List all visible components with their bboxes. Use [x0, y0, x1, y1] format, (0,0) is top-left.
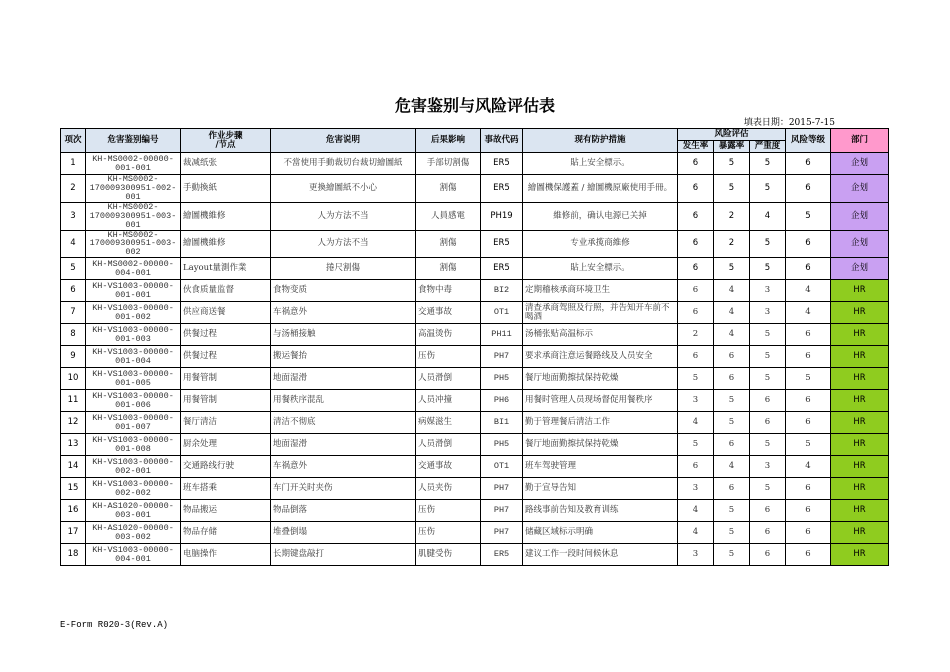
- row-level: 6: [786, 175, 831, 203]
- row-hazard: 车祸意外: [271, 456, 416, 478]
- row-level: 4: [786, 456, 831, 478]
- row-code: OT1: [481, 302, 523, 324]
- row-measure: 专业承揽商維修: [523, 230, 678, 258]
- row-level: 6: [786, 324, 831, 346]
- row-no: 6: [61, 280, 86, 302]
- row-sev: 5: [750, 153, 786, 175]
- row-expo: 5: [714, 544, 750, 566]
- row-level: 6: [786, 258, 831, 280]
- row-dept: HR: [831, 302, 889, 324]
- row-effect: 交通事故: [416, 302, 481, 324]
- row-step: 物品搬运: [181, 500, 271, 522]
- row-step: 用餐管制: [181, 390, 271, 412]
- row-hazard: 长期键盘敲打: [271, 544, 416, 566]
- row-effect: 割傷: [416, 175, 481, 203]
- row-hazard: 不當使用手動裁切台裁切繪圖紙: [271, 153, 416, 175]
- row-dept: HR: [831, 368, 889, 390]
- row-id: KH-MS0002-170009300951-002-001: [86, 175, 181, 203]
- row-id: KH-VS1003-00000-001-002: [86, 302, 181, 324]
- row-prob: 6: [678, 230, 714, 258]
- header-step: 作业步骤 /节点: [181, 129, 271, 153]
- row-measure: 勤于管理餐后清洁工作: [523, 412, 678, 434]
- row-code: PH5: [481, 368, 523, 390]
- row-prob: 3: [678, 544, 714, 566]
- row-level: 5: [786, 434, 831, 456]
- table-row: [61, 544, 889, 566]
- row-step: 伙食质量监督: [181, 280, 271, 302]
- row-code: PH6: [481, 390, 523, 412]
- row-hazard: 堆叠倒塌: [271, 522, 416, 544]
- row-expo: 6: [714, 478, 750, 500]
- row-sev: 5: [750, 230, 786, 258]
- table-row: [61, 390, 889, 412]
- row-id: KH-MS0002-00000-001-001: [86, 153, 181, 175]
- row-level: 6: [786, 346, 831, 368]
- table-row: [61, 153, 889, 175]
- row-step: 餐厅清洁: [181, 412, 271, 434]
- row-effect: 食物中毒: [416, 280, 481, 302]
- row-id: KH-VS1003-00000-004-001: [86, 544, 181, 566]
- row-level: 6: [786, 390, 831, 412]
- row-expo: 5: [714, 390, 750, 412]
- row-level: 6: [786, 230, 831, 258]
- row-effect: 病媒滋生: [416, 412, 481, 434]
- row-no: 5: [61, 258, 86, 280]
- row-code: ER5: [481, 153, 523, 175]
- row-dept: HR: [831, 456, 889, 478]
- row-id: KH-MS0002-170009300951-003-002: [86, 230, 181, 258]
- row-measure: 储藏区域标示明确: [523, 522, 678, 544]
- row-id: KH-VS1003-00000-001-006: [86, 390, 181, 412]
- row-sev: 5: [750, 258, 786, 280]
- row-level: 6: [786, 153, 831, 175]
- row-level: 4: [786, 302, 831, 324]
- row-sev: 3: [750, 456, 786, 478]
- row-dept: HR: [831, 412, 889, 434]
- row-dept: 企划: [831, 258, 889, 280]
- row-id: KH-VS1003-00000-001-003: [86, 324, 181, 346]
- row-code: BI2: [481, 280, 523, 302]
- row-effect: 割傷: [416, 258, 481, 280]
- risk-assessment-table: [60, 128, 889, 566]
- row-code: ER5: [481, 175, 523, 203]
- row-dept: HR: [831, 522, 889, 544]
- row-dept: HR: [831, 324, 889, 346]
- row-sev: 5: [750, 346, 786, 368]
- table-row: [61, 412, 889, 434]
- row-id: KH-VS1003-00000-001-005: [86, 368, 181, 390]
- row-code: OT1: [481, 456, 523, 478]
- row-measure: 繪圖機保護蓋 / 繪圖機原廠使用手冊。: [523, 175, 678, 203]
- row-sev: 5: [750, 324, 786, 346]
- row-code: PH7: [481, 478, 523, 500]
- row-step: 用餐管制: [181, 368, 271, 390]
- row-hazard: 车门开关时夹伤: [271, 478, 416, 500]
- row-dept: 企划: [831, 175, 889, 203]
- row-step: 繪圖機維修: [181, 202, 271, 230]
- table-row: [61, 280, 889, 302]
- header-effect: 后果影响: [416, 129, 481, 153]
- row-id: KH-VS1003-00000-002-002: [86, 478, 181, 500]
- row-dept: 企划: [831, 230, 889, 258]
- row-level: 5: [786, 368, 831, 390]
- row-step: Layout量測作業: [181, 258, 271, 280]
- row-no: 14: [61, 456, 86, 478]
- fill-date: 填表日期：2015-7-15: [743, 118, 835, 128]
- row-prob: 6: [678, 302, 714, 324]
- row-expo: 6: [714, 434, 750, 456]
- row-dept: HR: [831, 544, 889, 566]
- row-hazard: 清洁不彻底: [271, 412, 416, 434]
- row-dept: 企划: [831, 202, 889, 230]
- table-body: [61, 153, 889, 566]
- row-hazard: 搬运餐抬: [271, 346, 416, 368]
- row-sev: 6: [750, 500, 786, 522]
- row-effect: 人员滑倒: [416, 434, 481, 456]
- row-hazard: 用餐秩序混乱: [271, 390, 416, 412]
- header-level: 风险等级: [786, 129, 831, 153]
- row-level: 6: [786, 412, 831, 434]
- row-hazard: 捲尺割傷: [271, 258, 416, 280]
- row-id: KH-AS1020-00000-003-001: [86, 500, 181, 522]
- row-id: KH-MS0002-170009300951-003-001: [86, 202, 181, 230]
- row-expo: 6: [714, 346, 750, 368]
- header-id: 危害鉴别编号: [86, 129, 181, 153]
- row-hazard: 地面湿滑: [271, 368, 416, 390]
- row-no: 13: [61, 434, 86, 456]
- row-prob: 5: [678, 368, 714, 390]
- row-code: PH7: [481, 346, 523, 368]
- row-code: ER5: [481, 230, 523, 258]
- table-row: [61, 302, 889, 324]
- row-hazard: 车祸意外: [271, 302, 416, 324]
- table-row: [61, 230, 889, 258]
- row-no: 16: [61, 500, 86, 522]
- row-no: 12: [61, 412, 86, 434]
- row-code: PH7: [481, 500, 523, 522]
- row-effect: 割傷: [416, 230, 481, 258]
- row-sev: 3: [750, 280, 786, 302]
- table-row: [61, 434, 889, 456]
- row-id: KH-AS1020-00000-003-002: [86, 522, 181, 544]
- row-sev: 6: [750, 522, 786, 544]
- row-id: KH-VS1003-00000-002-001: [86, 456, 181, 478]
- row-expo: 4: [714, 456, 750, 478]
- row-code: PH11: [481, 324, 523, 346]
- row-expo: 5: [714, 153, 750, 175]
- row-step: 裁减纸张: [181, 153, 271, 175]
- row-measure: 路线事前告知及教育训练: [523, 500, 678, 522]
- header-no: 项次: [61, 129, 86, 153]
- row-code: ER5: [481, 544, 523, 566]
- row-expo: 4: [714, 324, 750, 346]
- row-no: 7: [61, 302, 86, 324]
- row-prob: 3: [678, 478, 714, 500]
- form-code: E-Form R020-3(Rev.A): [60, 620, 169, 630]
- row-level: 6: [786, 500, 831, 522]
- row-no: 17: [61, 522, 86, 544]
- row-step: 物品存储: [181, 522, 271, 544]
- row-sev: 5: [750, 175, 786, 203]
- row-expo: 5: [714, 522, 750, 544]
- table-row: [61, 324, 889, 346]
- row-dept: HR: [831, 390, 889, 412]
- row-effect: 人员夹伤: [416, 478, 481, 500]
- row-dept: 企划: [831, 153, 889, 175]
- row-code: PH7: [481, 522, 523, 544]
- row-sev: 4: [750, 202, 786, 230]
- row-dept: HR: [831, 500, 889, 522]
- row-effect: 肌腱受伤: [416, 544, 481, 566]
- row-prob: 3: [678, 390, 714, 412]
- row-step: 手動換紙: [181, 175, 271, 203]
- row-effect: 人员滑倒: [416, 368, 481, 390]
- row-prob: 6: [678, 258, 714, 280]
- row-step: 繪圖機維修: [181, 230, 271, 258]
- table-row: [61, 346, 889, 368]
- row-code: PH5: [481, 434, 523, 456]
- row-step: 班车搭乘: [181, 478, 271, 500]
- row-measure: 餐厅地面勤擦拭保持乾燥: [523, 434, 678, 456]
- row-sev: 5: [750, 368, 786, 390]
- row-expo: 5: [714, 500, 750, 522]
- row-measure: 勤于宣导告知: [523, 478, 678, 500]
- row-level: 5: [786, 202, 831, 230]
- row-hazard: 地面湿滑: [271, 434, 416, 456]
- row-hazard: 人为方法不当: [271, 202, 416, 230]
- table-row: [61, 500, 889, 522]
- table-row: [61, 368, 889, 390]
- row-expo: 6: [714, 368, 750, 390]
- row-effect: 人员冲撞: [416, 390, 481, 412]
- table-row: [61, 478, 889, 500]
- row-measure: 餐厅地面勤擦拭保持乾燥: [523, 368, 678, 390]
- row-measure: 貼上安全標示。: [523, 258, 678, 280]
- row-id: KH-VS1003-00000-001-008: [86, 434, 181, 456]
- row-hazard: 更換繪圖紙不小心: [271, 175, 416, 203]
- row-expo: 5: [714, 175, 750, 203]
- row-prob: 6: [678, 456, 714, 478]
- header-prob: 发生率: [678, 141, 714, 153]
- header-dept: 部门: [831, 129, 889, 153]
- header-code: 事故代码: [481, 129, 523, 153]
- table-row: [61, 522, 889, 544]
- row-effect: 高温烫伤: [416, 324, 481, 346]
- row-level: 6: [786, 478, 831, 500]
- row-sev: 5: [750, 434, 786, 456]
- row-measure: 要求承商注意运餐路线及人员安全: [523, 346, 678, 368]
- row-no: 2: [61, 175, 86, 203]
- row-prob: 5: [678, 434, 714, 456]
- table-row: [61, 456, 889, 478]
- row-code: PH19: [481, 202, 523, 230]
- row-sev: 3: [750, 302, 786, 324]
- row-sev: 6: [750, 390, 786, 412]
- row-expo: 4: [714, 280, 750, 302]
- row-expo: 5: [714, 258, 750, 280]
- row-effect: 压伤: [416, 522, 481, 544]
- row-step: 供餐过程: [181, 324, 271, 346]
- row-prob: 4: [678, 500, 714, 522]
- row-no: 1: [61, 153, 86, 175]
- row-measure: 維修前，确认电源已关掉: [523, 202, 678, 230]
- row-measure: 汤桶张贴高温标示: [523, 324, 678, 346]
- row-sev: 6: [750, 544, 786, 566]
- row-no: 18: [61, 544, 86, 566]
- row-id: KH-MS0002-00000-004-001: [86, 258, 181, 280]
- row-dept: HR: [831, 434, 889, 456]
- row-dept: HR: [831, 280, 889, 302]
- row-prob: 2: [678, 324, 714, 346]
- row-hazard: 与汤桶接触: [271, 324, 416, 346]
- row-no: 8: [61, 324, 86, 346]
- row-measure: 清查承商驾照及行照，并告知开车前不喝酒: [523, 302, 678, 324]
- row-code: BI1: [481, 412, 523, 434]
- row-dept: HR: [831, 346, 889, 368]
- row-measure: 用餐时管理人员现场督促用餐秩序: [523, 390, 678, 412]
- header-sev: 严重度: [750, 141, 786, 153]
- row-measure: 定期稽核承商环境卫生: [523, 280, 678, 302]
- row-measure: 班车驾驶管理: [523, 456, 678, 478]
- row-no: 10: [61, 368, 86, 390]
- row-prob: 6: [678, 153, 714, 175]
- row-no: 9: [61, 346, 86, 368]
- row-effect: 人員感電: [416, 202, 481, 230]
- row-hazard: 食物变质: [271, 280, 416, 302]
- row-expo: 2: [714, 230, 750, 258]
- row-measure: 貼上安全標示。: [523, 153, 678, 175]
- table-row: [61, 202, 889, 230]
- row-id: KH-VS1003-00000-001-004: [86, 346, 181, 368]
- row-hazard: 物品倒落: [271, 500, 416, 522]
- row-measure: 建议工作一段时间候休息: [523, 544, 678, 566]
- row-hazard: 人为方法不当: [271, 230, 416, 258]
- row-step: 厨余处理: [181, 434, 271, 456]
- row-expo: 5: [714, 412, 750, 434]
- header-hazard: 危害说明: [271, 129, 416, 153]
- row-prob: 6: [678, 280, 714, 302]
- table-row: [61, 258, 889, 280]
- row-effect: 压伤: [416, 346, 481, 368]
- row-level: 6: [786, 522, 831, 544]
- row-level: 4: [786, 280, 831, 302]
- row-sev: 5: [750, 478, 786, 500]
- row-level: 6: [786, 544, 831, 566]
- row-step: 交通路线行驶: [181, 456, 271, 478]
- table-row: [61, 175, 889, 203]
- row-step: 供应商送餐: [181, 302, 271, 324]
- row-no: 3: [61, 202, 86, 230]
- row-prob: 6: [678, 175, 714, 203]
- row-id: KH-VS1003-00000-001-001: [86, 280, 181, 302]
- row-step: 供餐过程: [181, 346, 271, 368]
- header-measure: 现有防护措施: [523, 129, 678, 153]
- row-no: 11: [61, 390, 86, 412]
- row-prob: 6: [678, 346, 714, 368]
- header-risk-eval: 风险评估: [678, 129, 786, 141]
- row-dept: HR: [831, 478, 889, 500]
- row-prob: 6: [678, 202, 714, 230]
- row-expo: 4: [714, 302, 750, 324]
- row-expo: 2: [714, 202, 750, 230]
- row-effect: 交通事故: [416, 456, 481, 478]
- row-step: 电脑操作: [181, 544, 271, 566]
- row-sev: 6: [750, 412, 786, 434]
- row-no: 4: [61, 230, 86, 258]
- row-id: KH-VS1003-00000-001-007: [86, 412, 181, 434]
- row-code: ER5: [481, 258, 523, 280]
- row-prob: 4: [678, 522, 714, 544]
- page-title: 危害鉴别与风险评估表: [394, 96, 555, 115]
- row-no: 15: [61, 478, 86, 500]
- row-prob: 4: [678, 412, 714, 434]
- row-effect: 手部切割傷: [416, 153, 481, 175]
- row-effect: 压伤: [416, 500, 481, 522]
- header-expo: 暴露率: [714, 141, 750, 153]
